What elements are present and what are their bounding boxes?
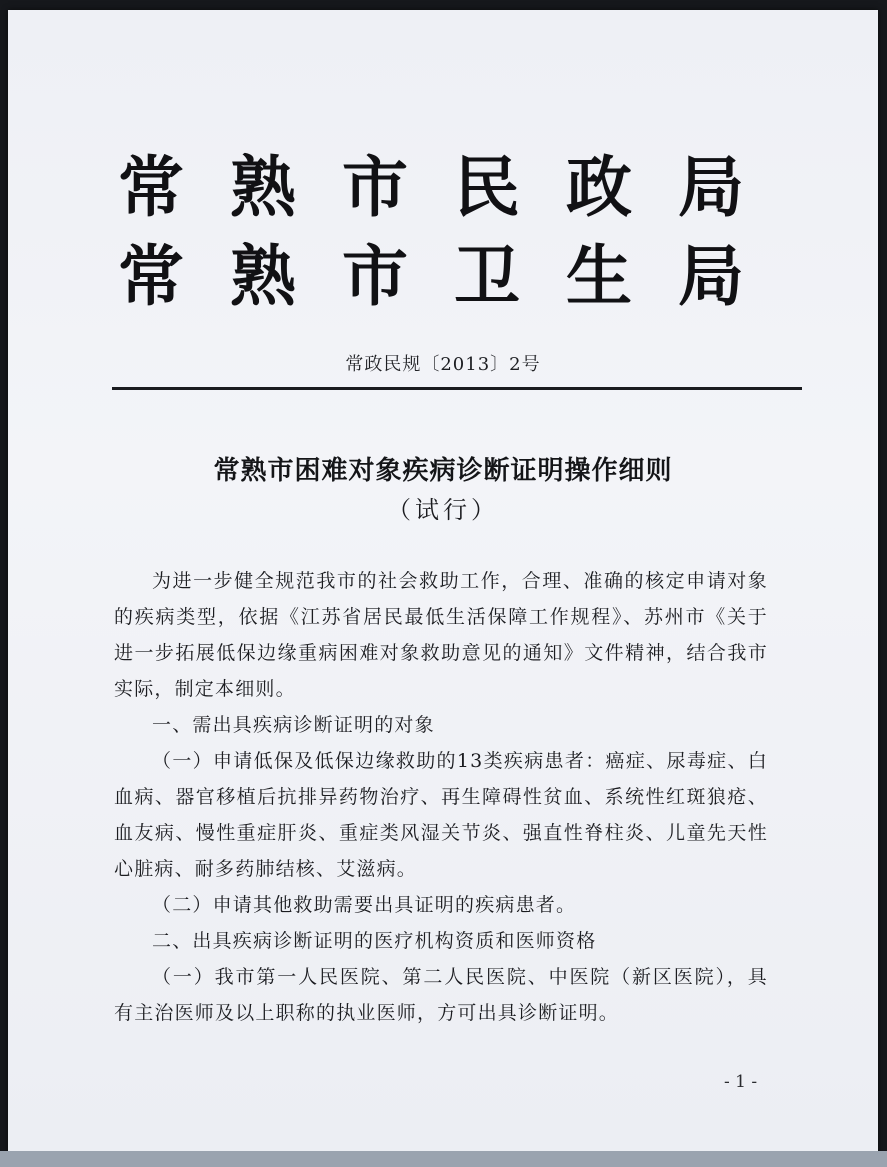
backdrop	[0, 1151, 887, 1167]
section-heading: 二、出具疾病诊断证明的医疗机构资质和医师资格	[152, 930, 597, 952]
body-paragraph: （一）我市第一人民医院、第二人民医院、中医院（新区医院），具有主治医师及以上职称的执业医师，方可出具诊断证明。	[114, 966, 768, 1024]
body-paragraph: （一）申请低保及低保边缘救助的13类疾病患者：癌症、尿毒症、白血病、器官移植后抗排异药物治疗、再生障碍性贫血、系统性红斑狼疮、血友病、慢性重症肝炎、重症类风湿关节炎、强直性脊柱炎、儿童先天性心脏病、耐多药肺结核、艾滋病。	[114, 750, 768, 880]
intro-paragraph: 为进一步健全规范我市的社会救助工作，合理、准确的核定申请对象的疾病类型，依据《江苏省居民最低生活保障工作规程》、苏州市《关于进一步拓展低保边缘重病困难对象救助意见的通知》文件精神，结合我市实际，制定本细则。	[114, 570, 768, 700]
issuer-line-health: 常熟市卫生局	[118, 237, 790, 315]
document-page	[8, 10, 878, 1155]
body-paragraph: （二）申请其他救助需要出具证明的疾病患者。	[152, 894, 577, 916]
document-body	[114, 563, 768, 1031]
document-subtitle: （试行）	[387, 496, 499, 524]
document-title: 常熟市困难对象疾病诊断证明操作细则	[213, 456, 673, 486]
page-number: - 1 -	[724, 1072, 758, 1092]
header-divider	[112, 387, 802, 390]
issuer-line-civil-affairs: 常熟市民政局	[118, 148, 790, 226]
document-number: 常政民规〔2013〕2号	[345, 354, 541, 375]
section-heading: 一、需出具疾病诊断证明的对象	[152, 714, 435, 736]
